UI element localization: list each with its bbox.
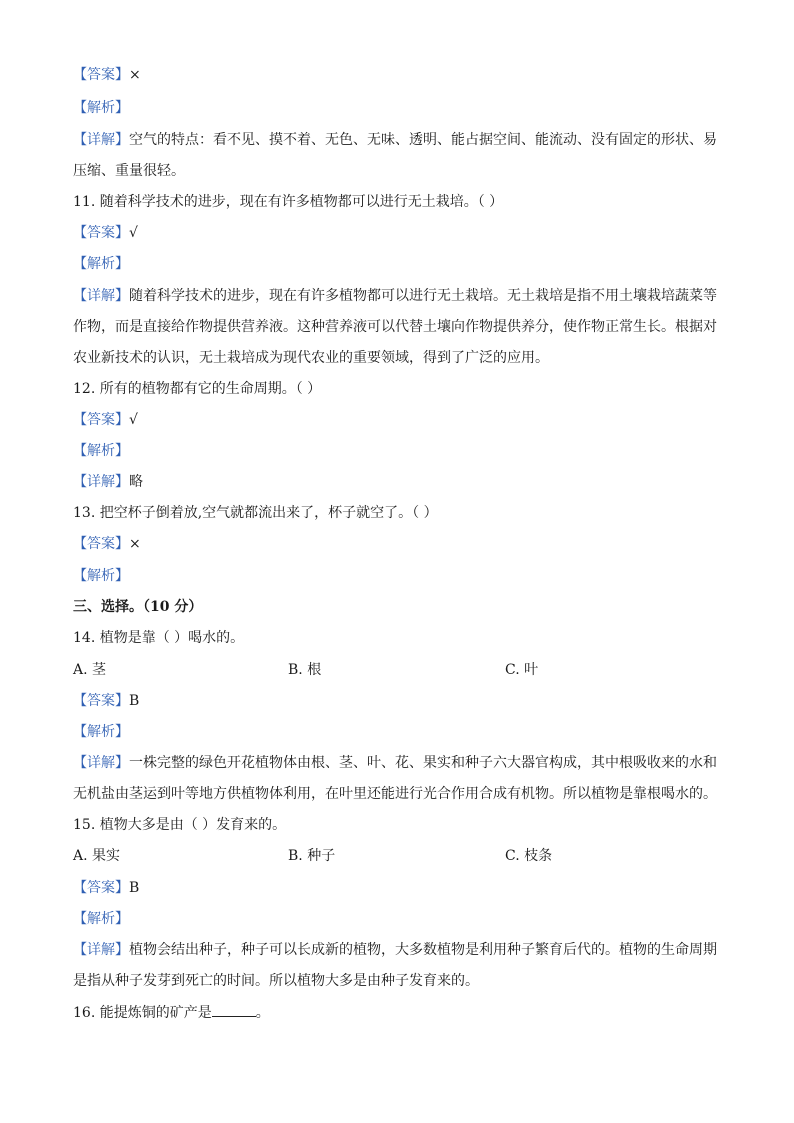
q15-question: 15. 植物大多是由（ ）发育来的。	[73, 817, 287, 833]
q13-answer: 【答案】×	[73, 536, 141, 552]
q14-option-a: A. 茎	[73, 662, 107, 678]
q15-answer: 【答案】B	[73, 880, 140, 896]
q14-detail-line-2: 无机盐由茎运到叶等地方供植物体利用，在叶里还能进行光合作用合成有机物。所以植物是靠根喝水的。	[73, 786, 717, 802]
q10-detail-line-1: 【详解】空气的特点：看不见、摸不着、无色、无味、透明、能占据空间、能流动、没有固定的形状、易	[73, 132, 717, 148]
q14-analysis-label: 【解析】	[73, 724, 129, 740]
q13-question: 13. 把空杯子倒着放,空气就都流出来了，杯子就空了。（ ）	[73, 505, 438, 521]
q13-analysis-label: 【解析】	[73, 568, 129, 584]
q12-answer: 【答案】√	[73, 412, 138, 428]
q11-detail-line-2: 作物，而是直接给作物提供营养液。这种营养液可以代替土壤向作物提供养分，使作物正常生长。根据对	[73, 319, 717, 335]
q14-detail-line-1: 【详解】一株完整的绿色开花植物体由根、茎、叶、花、果实和种子六大器官构成，其中根吸收来的水和	[73, 755, 717, 771]
q11-question: 11. 随着科学技术的进步，现在有许多植物都可以进行无土栽培。（ ）	[73, 194, 504, 210]
q15-analysis-label: 【解析】	[73, 911, 129, 927]
q11-analysis-label: 【解析】	[73, 256, 129, 272]
q12-question: 12. 所有的植物都有它的生命周期。（ ）	[73, 381, 322, 397]
fill-in-blank[interactable]	[212, 1002, 256, 1017]
q12-analysis-label: 【解析】	[73, 443, 129, 459]
q10-analysis-label: 【解析】	[73, 100, 129, 116]
q10-answer	[73, 65, 141, 85]
q11-answer: 【答案】√	[73, 225, 138, 241]
answer-value: ×	[129, 67, 141, 83]
q14-answer: 【答案】B	[73, 693, 140, 709]
answer-label: 【答案】	[73, 67, 129, 83]
q11-detail-line-3: 农业新技术的认识，无土栽培成为现代农业的重要领域，得到了广泛的应用。	[73, 350, 549, 366]
q15-option-a: A. 果实	[73, 848, 121, 864]
q10-detail-line-2: 压缩、重量很轻。	[73, 163, 185, 179]
q15-option-b: B. 种子	[288, 848, 336, 864]
section-title: 三、选择。（10 分）	[73, 599, 203, 615]
q12-detail: 【详解】略	[73, 474, 143, 490]
q15-detail-line-1: 【详解】植物会结出种子，种子可以长成新的植物，大多数植物是利用种子繁育后代的。植物的生命周期	[73, 942, 717, 958]
q14-question: 14. 植物是靠（ ）喝水的。	[73, 630, 245, 646]
q15-detail-line-2: 是指从种子发芽到死亡的时间。所以植物大多是由种子发育来的。	[73, 973, 479, 989]
q11-detail-line-1: 【详解】随着科学技术的进步，现在有许多植物都可以进行无土栽培。无土栽培是指不用土壤栽培蔬菜等	[73, 288, 717, 304]
q16-question: 16. 能提炼铜的矿产是 。	[73, 1002, 270, 1023]
q14-option-c: C. 叶	[505, 662, 539, 678]
q15-option-c: C. 枝条	[505, 848, 553, 864]
q14-option-b: B. 根	[288, 662, 322, 678]
